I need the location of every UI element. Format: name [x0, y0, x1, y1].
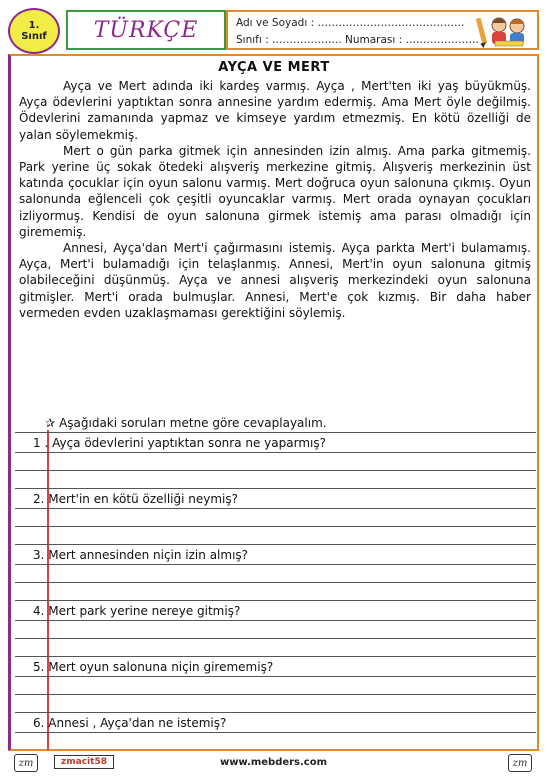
- children-illustration-icon: [475, 14, 531, 48]
- grade-label: Sınıf: [21, 31, 47, 42]
- answer-line[interactable]: [15, 470, 536, 471]
- subject-title: TÜRKÇE: [93, 17, 199, 43]
- question-4: 4. Mert park yerine nereye gitmiş?: [33, 604, 241, 618]
- subject-title-box: [66, 10, 226, 50]
- instruction: [45, 416, 327, 430]
- student-info-box: [226, 10, 539, 50]
- class-number-field-label[interactable]: Sınıfı : ……………….. Numarası : …………………: [236, 34, 480, 46]
- name-field-label[interactable]: Adı ve Soyadı : ……………………………………: [236, 17, 465, 29]
- answer-line[interactable]: [15, 694, 536, 695]
- author-code: zmacit58: [54, 755, 114, 769]
- content-frame: [8, 54, 539, 751]
- writing-line: [15, 432, 536, 433]
- writing-line: [15, 488, 536, 489]
- margin-line: [47, 430, 49, 750]
- left-logo: zm: [14, 754, 38, 772]
- question-5: 5. Mert oyun salonuna niçin girememiş?: [33, 660, 274, 674]
- answer-line[interactable]: [15, 582, 536, 583]
- story-text: [19, 78, 531, 321]
- story-paragraph: Ayça ve Mert adında iki kardeş varmış. Ayça , Mert'ten iki yaş büyükmüş. Ayça ödevlerini yaptıktan sonra annesine yardım edermiş. Ama Mert öyle değilmiş. Ödevlerini zamanında yapmaz ve kimseye yardım etmezmiş. En kötü özelliği de yalan söylemekmiş.: [19, 79, 531, 142]
- answer-line[interactable]: [15, 526, 536, 527]
- writing-line: [15, 508, 536, 509]
- writing-line: [15, 544, 536, 545]
- answer-line[interactable]: [15, 638, 536, 639]
- writing-line: [15, 564, 536, 565]
- story-paragraph: Annesi, Ayça'dan Mert'i çağırmasını istemiş. Ayça parkta Mert'i bulamamış. Ayça, Mert'i bulamadığı için telaşlanmış. Annesi, Mert'in oyun salonuna gitmiş olabileceğini düşünmüş. Ayça ve annesi alışveriş merkezindeki oyun salonuna gitmişler. Mert'i orada bulmuşlar. Annesi, Mert'e çok kızmış. Bir daha haber vermeden evden uzaklaşmaması gerektiğini söylemiş.: [19, 241, 531, 320]
- grade-number: 1.: [28, 20, 40, 31]
- website-link[interactable]: www.mebders.com: [219, 757, 328, 768]
- grade-badge: [8, 8, 60, 54]
- worksheet-page: [8, 6, 539, 774]
- writing-line: [15, 712, 536, 713]
- writing-line: [15, 600, 536, 601]
- writing-line: [15, 656, 536, 657]
- story-title: AYÇA VE MERT: [218, 60, 330, 75]
- question-3: 3. Mert annesinden niçin izin almış?: [33, 548, 249, 562]
- story-paragraph: Mert o gün parka gitmek için annesinden izin almış. Ama parka gitmemiş. Park yerine üç sokak ötedeki alışveriş merkezine gitmiş. Alışveriş merkezinin üst katında çocuklar için oyun salonu varmış. Mert doğruca oyun salonuna çıkmış. Oyun salonunda eğlenceli çok çeşitli oyuncaklar varmış. Mert orada oynayan çocukları izliyormuş. Kendisi de oyun salonuna girmek istemiş ama parası olmadığı için girememiş.: [19, 143, 531, 239]
- right-logo: zm: [508, 754, 532, 772]
- writing-line: [15, 620, 536, 621]
- writing-line: [15, 676, 536, 677]
- question-2: 2. Mert'in en kötü özelliği neymiş?: [33, 492, 239, 506]
- writing-line: [15, 452, 536, 453]
- writing-line: [15, 732, 536, 733]
- question-1: 1 . Ayça ödevlerini yaptıktan sonra ne yaparmış?: [33, 436, 326, 450]
- question-6: 6. Annesi , Ayça'dan ne istemiş?: [33, 716, 227, 730]
- star-icon: ✰: [45, 416, 56, 430]
- instruction-text: Aşağıdaki soruları metne göre cevaplayalım.: [59, 416, 327, 430]
- footer: [8, 754, 539, 774]
